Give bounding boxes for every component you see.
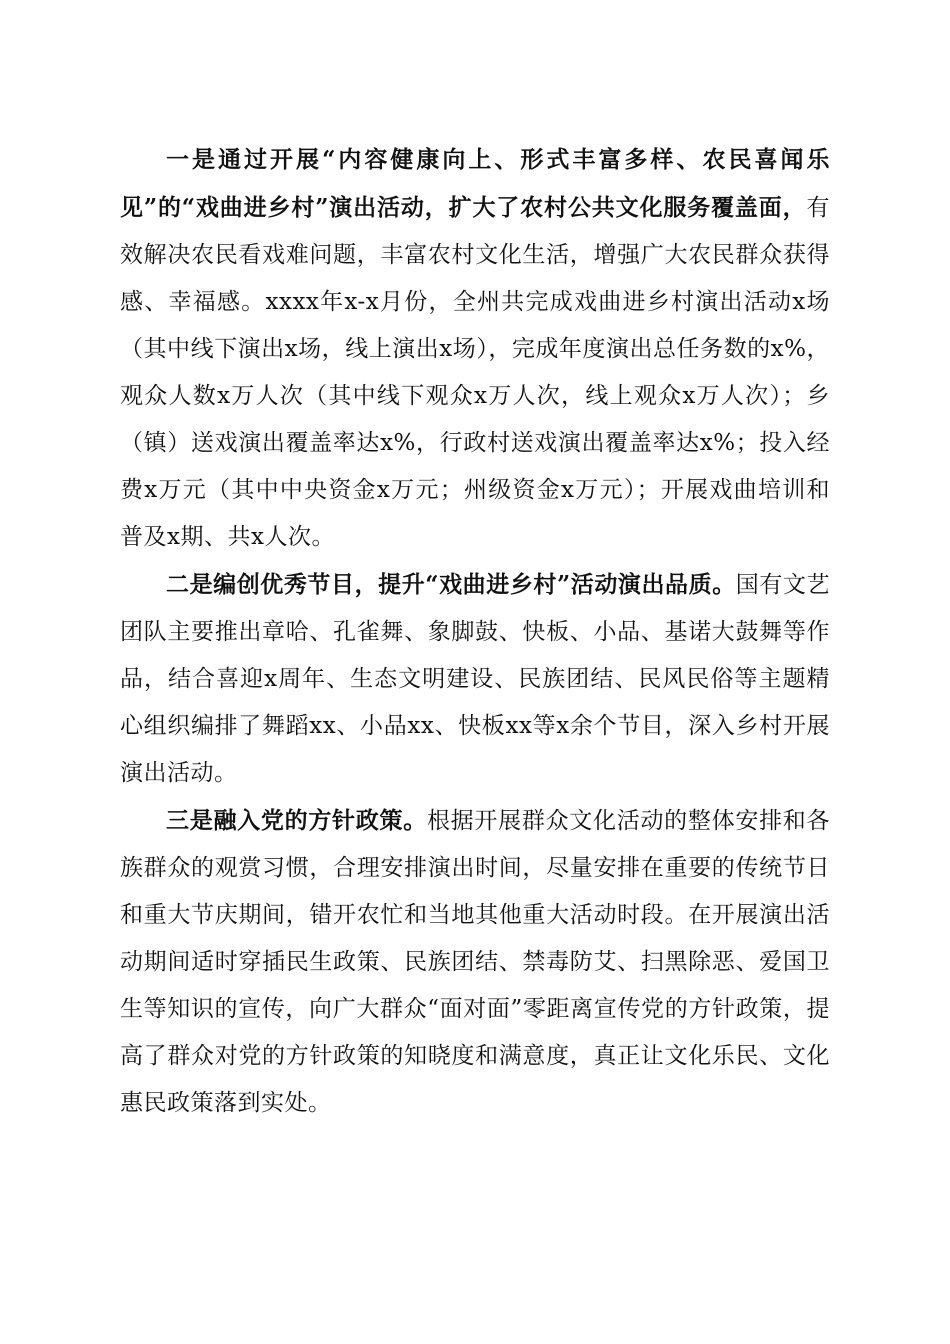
paragraph-2-lead: 二是编创优秀节目，提升“戏曲进乡村”活动演出品质。	[166, 571, 736, 598]
paragraph-3-lead: 三是融入党的方针政策。	[166, 807, 427, 834]
paragraph-1-body: 有效解决农民看戏难问题，丰富农村文化生活，增强广大农民群众获得感、幸福感。xxxx年x-x月份，全州共完成戏曲进乡村演出活动x场（其中线下演出x场，线上演出x场），完成年度演出总任务数的x%，观众人数x万人次（其中线下观众x万人次，线上观众x万人次）；乡（镇）送戏演出覆盖率达x%，行政村送戏演出覆盖率达x%；投入经费x万元（其中中央资金x万元；州级资金x万元）；开展戏曲培训和普及x期、共x人次。	[120, 195, 830, 550]
paragraph-2	[120, 561, 830, 797]
paragraph-1-lead: 一是通过开展“内容健康向上、形式丰富多样、农民喜闻乐见”的“戏曲进乡村”演出活动，扩大了农村公共文化服务覆盖面，	[120, 146, 830, 221]
paragraph-1	[120, 136, 830, 561]
paragraph-3	[120, 797, 830, 1127]
paragraph-2-body: 国有文艺团队主要推出章哈、孔雀舞、象脚鼓、快板、小品、基诺大鼓舞等作品，结合喜迎x周年、生态文明建设、民族团结、民风民俗等主题精心组织编排了舞蹈xx、小品xx、快板xx等x余个节目，深入乡村开展演出活动。	[120, 572, 830, 786]
document-body	[120, 136, 830, 1127]
paragraph-3-body: 根据开展群众文化活动的整体安排和各族群众的观赏习惯，合理安排演出时间，尽量安排在重要的传统节日和重大节庆期间，错开农忙和当地其他重大活动时段。在开展演出活动期间适时穿插民生政策、民族团结、禁毒防艾、扫黑除恶、爱国卫生等知识的宣传，向广大群众“面对面”零距离宣传党的方针政策，提高了群众对党的方针政策的知晓度和满意度，真正让文化乐民、文化惠民政策落到实处。	[120, 808, 831, 1116]
